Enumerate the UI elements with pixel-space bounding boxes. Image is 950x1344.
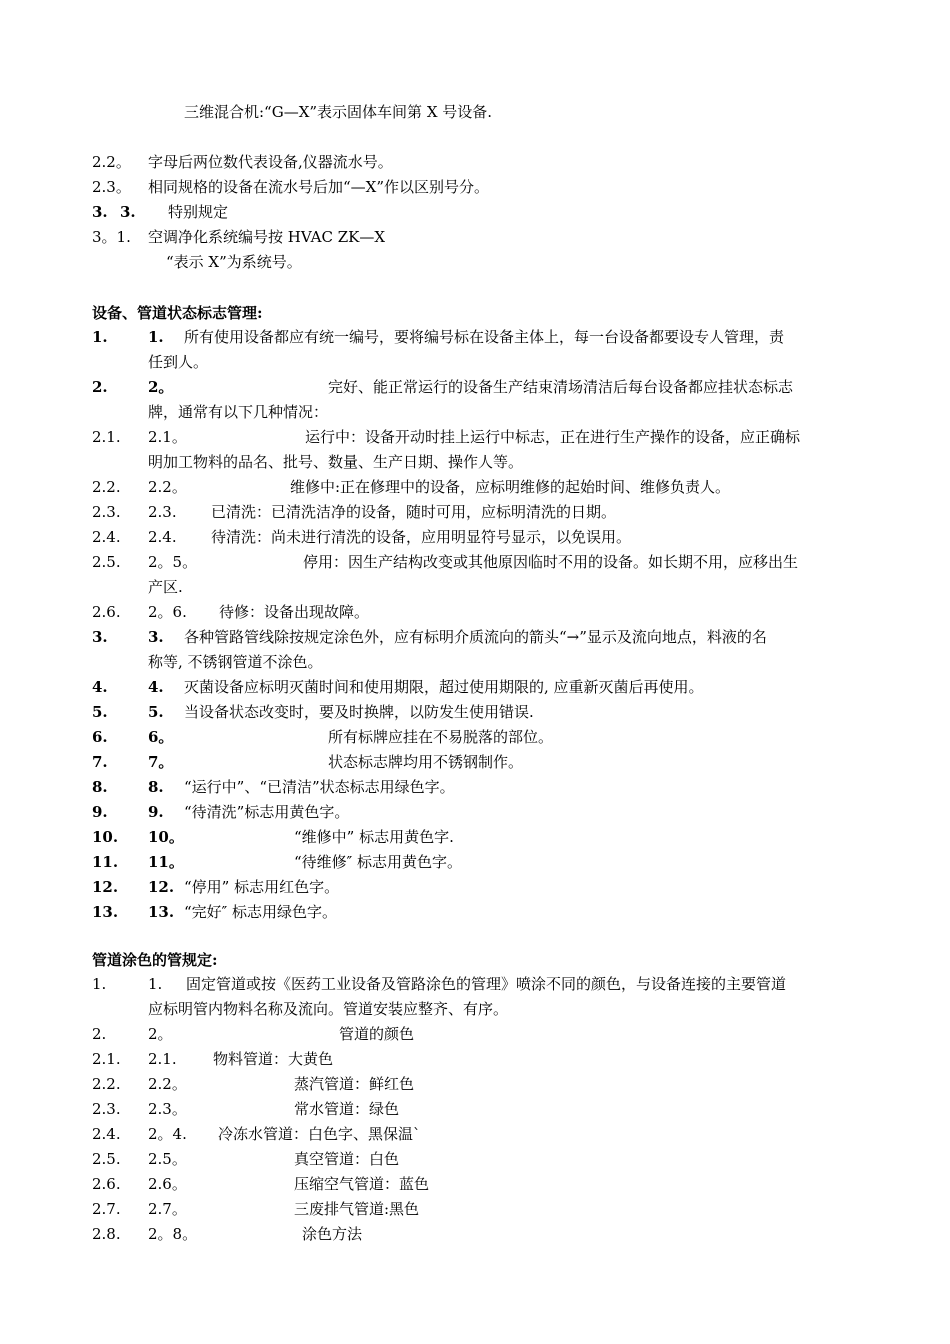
item-text: 各种管路管线除按规定涂色外，应有标明介质流向的箭头“→”显示及流向地点，料液的名 [184, 628, 767, 646]
item-subnumber: 2。8。 [148, 1225, 198, 1243]
item-text: 已清洗：已清洗洁净的设备，随时可用，应标明清洗的日期。 [211, 503, 617, 521]
item-continuation: 应标明管内物料名称及流向。管道安装应整齐、有序。 [148, 1000, 509, 1018]
item-subnumber: 2。 [148, 378, 174, 396]
item-number: 2. [92, 1025, 107, 1043]
list-item [92, 202, 229, 222]
item-number: 4. [92, 678, 108, 696]
item-subnumber: 2。5。 [148, 553, 198, 571]
item-number: 11. [92, 853, 119, 871]
item-subnumber: 2。6. [148, 603, 187, 621]
section-heading: 设备、管道状态标志管理: [92, 304, 263, 322]
item-subnumber: 1. [148, 975, 163, 993]
item-number: 2.3。 [92, 178, 131, 196]
item-text: 灭菌设备应标明灭菌时间和使用期限，超过使用期限的, 应重新灭菌后再使用。 [184, 678, 704, 696]
item-text: 三废排气管道:黑色 [294, 1200, 420, 1218]
item-number: 2.2。 [92, 153, 131, 171]
item-text: 相同规格的设备在流水号后加“—X”作以区别号分。 [148, 178, 490, 196]
item-text: 空调净化系统编号按 HVAC ZK—X [148, 228, 386, 246]
item-subnumber: 2。4. [148, 1125, 187, 1143]
item-subnumber: 2.3。 [148, 1100, 187, 1118]
item-text: 维修中:正在修理中的设备，应标明维修的起始时间、维修负责人。 [290, 478, 731, 496]
item-text: “待维修″ 标志用黄色字。 [294, 853, 463, 871]
item-number: 2.2. [92, 1075, 121, 1093]
item-subnumber: 10。 [148, 828, 184, 846]
item-subnumber: 2.5。 [148, 1150, 187, 1168]
item-number: 13. [92, 903, 119, 921]
item-text: 当设备状态改变时，要及时换牌，以防发生使用错误. [184, 703, 534, 721]
item-text: “完好″ 标志用绿色字。 [184, 903, 338, 921]
item-continuation: 牌，通常有以下几种情况： [148, 403, 329, 421]
item-text: “维修中” 标志用黄色字. [294, 828, 454, 846]
item-number: 2.3. [92, 503, 121, 521]
intro-line: 三维混合机:“G—X”表示固体车间第 X 号设备. [184, 103, 493, 121]
item-text: 常水管道：绿色 [294, 1100, 400, 1118]
item-text: 真空管道：白色 [294, 1150, 400, 1168]
section-heading: 管道涂色的管规定: [92, 951, 218, 969]
item-subnumber: 5. [148, 703, 164, 721]
item-subnumber: 4. [148, 678, 164, 696]
item-text: 待修：设备出现故障。 [219, 603, 370, 621]
list-item [92, 177, 490, 197]
item-text: 管道的颜色 [339, 1025, 415, 1043]
item-text: 物料管道：大黄色 [213, 1050, 334, 1068]
item-text: 完好、能正常运行的设备生产结束清场清洁后每台设备都应挂状态标志 [328, 378, 794, 396]
item-continuation: “表示 X”为系统号。 [166, 253, 302, 271]
item-number: 3。1. [92, 228, 131, 246]
item-number: 2.6. [92, 1175, 121, 1193]
item-subnumber: 9. [148, 803, 164, 821]
item-subnumber: 1. [148, 328, 164, 346]
item-subnumber: 7。 [148, 753, 174, 771]
item-number: 2.5. [92, 553, 121, 571]
item-continuation: 明加工物料的品名、批号、数量、生产日期、操作人等。 [148, 453, 524, 471]
item-continuation: 任到人。 [148, 353, 209, 371]
item-text: 冷冻水管道：白色字、黑保温` [218, 1125, 421, 1143]
item-number: 1. [92, 975, 107, 993]
item-number-2: 3. [120, 203, 136, 221]
list-item [92, 227, 386, 247]
item-subnumber: 2.6。 [148, 1175, 187, 1193]
item-text: 字母后两位数代表设备,仪器流水号。 [148, 153, 393, 171]
item-text: 运行中：设备开动时挂上运行中标志，正在进行生产操作的设备，应正确标 [305, 428, 801, 446]
item-number: 1. [92, 328, 108, 346]
item-text: 状态标志牌均用不锈钢制作。 [328, 753, 524, 771]
item-number: 9. [92, 803, 108, 821]
item-number: 3. [92, 203, 108, 221]
item-number: 2.7. [92, 1200, 121, 1218]
item-number: 10. [92, 828, 119, 846]
item-number: 2.4. [92, 528, 121, 546]
item-number: 12. [92, 878, 119, 896]
item-text: 涂色方法 [302, 1225, 363, 1243]
item-continuation: 产区. [148, 578, 183, 596]
item-number: 6. [92, 728, 108, 746]
item-subnumber: 2.4. [148, 528, 177, 546]
item-number: 2.1. [92, 428, 121, 446]
item-subnumber: 12. [148, 878, 175, 896]
item-number: 2.2. [92, 478, 121, 496]
item-continuation: 称等, 不锈钢管道不涂色。 [148, 653, 323, 671]
item-number: 2.5. [92, 1150, 121, 1168]
item-subnumber: 11。 [148, 853, 184, 871]
item-subnumber: 2.2。 [148, 1075, 187, 1093]
item-subnumber: 2.1。 [148, 428, 187, 446]
item-number: 3. [92, 628, 108, 646]
item-subnumber: 2。 [148, 1025, 173, 1043]
item-subnumber: 8. [148, 778, 164, 796]
item-text: 蒸汽管道：鲜红色 [294, 1075, 415, 1093]
item-subnumber: 2.1. [148, 1050, 177, 1068]
item-text: “运行中”、“已清洁”状态标志用绿色字。 [184, 778, 455, 796]
item-text: 压缩空气管道：蓝色 [294, 1175, 430, 1193]
item-text: “待清洗”标志用黄色字。 [184, 803, 350, 821]
item-subnumber: 6。 [148, 728, 174, 746]
item-text: 所有标牌应挂在不易脱落的部位。 [328, 728, 554, 746]
list-item [92, 152, 393, 172]
item-text: 固定管道或按《医药工业设备及管路涂色的管理》喷涂不同的颜色，与设备连接的主要管道 [186, 975, 787, 993]
item-subnumber: 2.2。 [148, 478, 187, 496]
item-number: 7. [92, 753, 108, 771]
item-text: “停用” 标志用红色字。 [184, 878, 340, 896]
item-text: 待清洗：尚未进行清洗的设备，应用明显符号显示，以免误用。 [211, 528, 632, 546]
item-number: 5. [92, 703, 108, 721]
item-number: 2.3. [92, 1100, 121, 1118]
item-text: 停用：因生产结构改变或其他原因临时不用的设备。如长期不用，应移出生 [303, 553, 799, 571]
item-subnumber: 2.3. [148, 503, 177, 521]
item-subnumber: 3. [148, 628, 164, 646]
item-number: 2.1. [92, 1050, 121, 1068]
item-number: 8. [92, 778, 108, 796]
item-text: 所有使用设备都应有统一编号，要将编号标在设备主体上，每一台设备都要设专人管理，责 [184, 328, 785, 346]
item-subnumber: 2.7。 [148, 1200, 187, 1218]
item-number: 2. [92, 378, 108, 396]
item-subnumber: 13. [148, 903, 175, 921]
item-number: 2.8. [92, 1225, 121, 1243]
item-text: 特别规定 [168, 203, 229, 221]
item-number: 2.4. [92, 1125, 121, 1143]
item-number: 2.6. [92, 603, 121, 621]
